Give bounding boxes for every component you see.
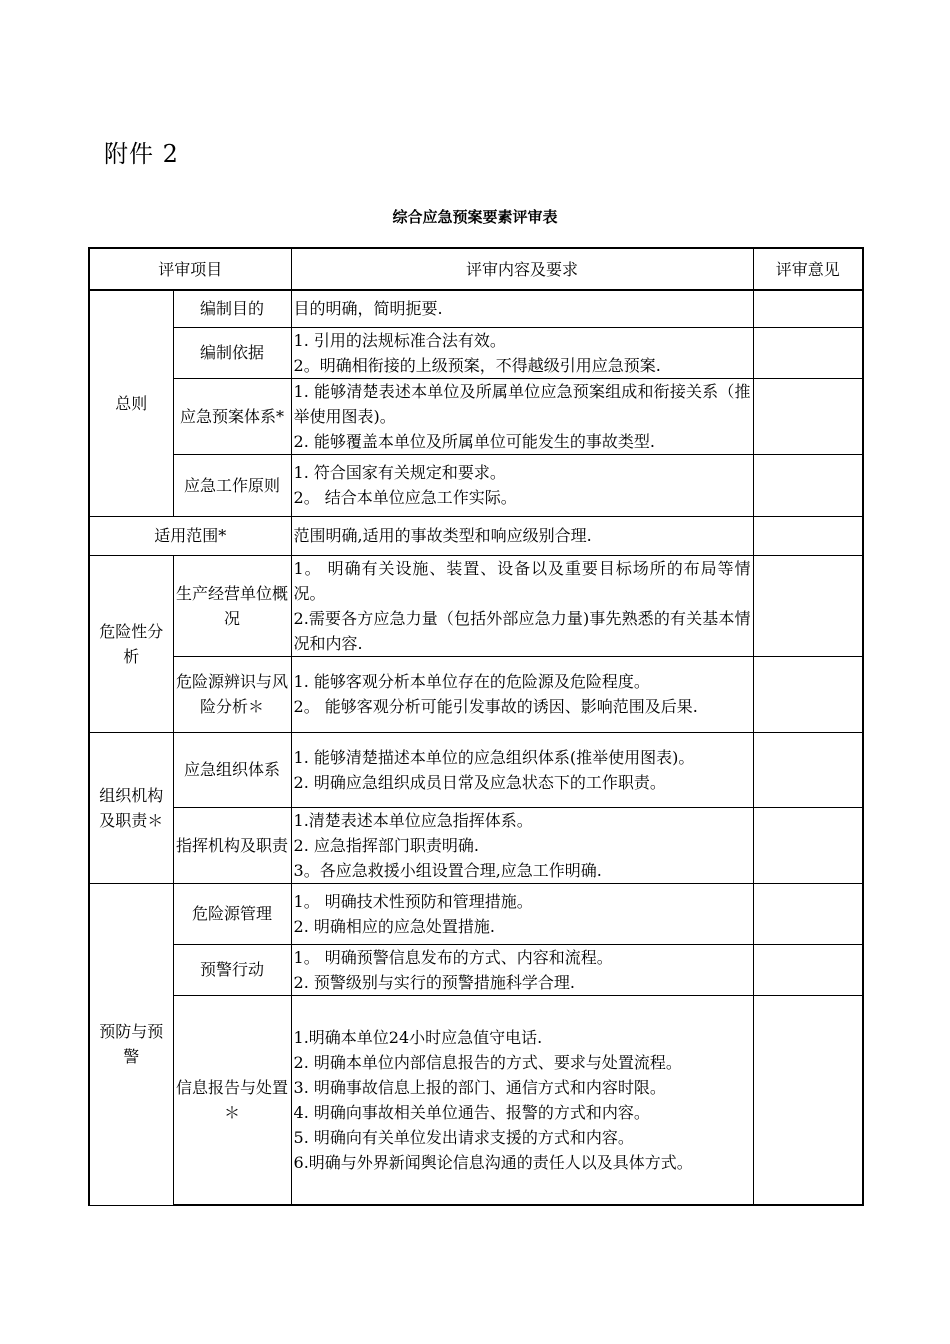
opinion-cell [753,516,863,555]
opinion-cell [753,327,863,378]
content-line: 2. 明确本单位内部信息报告的方式、要求与处置流程。 [293,1052,682,1072]
sub-item: 预警行动 [173,944,291,995]
sub-item: 应急预案体系* [173,378,291,454]
content-line: 1。 明确技术性预防和管理措施。 [293,891,533,911]
sub-item: 指挥机构及职责 [173,807,291,883]
opinion-cell [753,995,863,1205]
table-header-row [89,248,863,290]
content-line: 2。明确相衔接的上级预案，不得越级引用应急预案. [293,355,661,375]
content-cell [291,378,753,454]
content-line: 1。 明确有关设施、装置、设备以及重要目标场所的布局等情况。 [293,558,751,603]
opinion-cell [753,732,863,807]
header-opinion: 评审意见 [753,248,863,290]
opinion-cell [753,378,863,454]
content-cell [291,290,753,327]
content-line: 1. 引用的法规标准合法有效。 [293,330,506,350]
content-line: 范围明确,适用的事故类型和响应级别合理. [293,526,592,545]
group-organization: 组织机构及职责＊ [89,732,173,883]
opinion-cell [753,454,863,516]
attachment-label: 附件 2 [104,140,179,168]
content-cell [291,944,753,995]
item-scope: 适用范围* [89,516,291,555]
content-line: 2. 明确应急组织成员日常及应急状态下的工作职责。 [293,772,666,792]
content-line: 3。各应急救援小组设置合理,应急工作明确. [293,860,602,880]
sub-item: 编制目的 [173,290,291,327]
content-line: 1. 能够清楚表述本单位及所属单位应急预案组成和衔接关系（推举使用图表)。 [293,381,751,426]
content-line: 2.需要各方应急力量（包括外部应急力量)事先熟悉的有关基本情况和内容. [293,608,751,653]
table-row [89,883,863,944]
sub-item: 生产经营单位概况 [173,555,291,656]
content-line: 6.明确与外界新闻舆论信息沟通的责任人以及具体方式。 [293,1152,693,1172]
content-cell [291,327,753,378]
table-row [89,555,863,656]
opinion-cell [753,883,863,944]
content-line: 2. 应急指挥部门职责明确. [293,835,479,855]
table-row [89,454,863,516]
content-line: 1. 符合国家有关规定和要求。 [293,463,506,482]
content-line: 1. 能够清楚描述本单位的应急组织体系(推举使用图表)。 [293,747,695,767]
group-prevention: 预防与预警 [89,883,173,1205]
sub-item: 危险源辨识与风险分析＊ [173,656,291,732]
header-content: 评审内容及要求 [291,248,753,290]
content-line: 1。 明确预警信息发布的方式、内容和流程。 [293,947,613,967]
sub-item: 应急工作原则 [173,454,291,516]
content-cell [291,732,753,807]
table-row [89,656,863,732]
sub-item: 信息报告与处置＊ [173,995,291,1205]
group-general: 总则 [89,290,173,516]
header-item: 评审项目 [89,248,291,290]
table-row [89,327,863,378]
content-line: 1.清楚表述本单位应急指挥体系。 [293,810,533,830]
content-cell [291,454,753,516]
content-cell [291,656,753,732]
content-cell [291,883,753,944]
content-line: 1. 能够客观分析本单位存在的危险源及危险程度。 [293,672,650,691]
opinion-cell [753,290,863,327]
table-row [89,378,863,454]
table-row [89,290,863,327]
content-line: 2. 预警级别与实行的预警措施科学合理. [293,972,575,992]
content-line: 4. 明确向事故相关单位通告、报警的方式和内容。 [293,1102,650,1122]
content-cell [291,555,753,656]
table-row [89,516,863,555]
review-table [88,247,864,1206]
group-risk-analysis: 危险性分析 [89,555,173,732]
sub-item: 应急组织体系 [173,732,291,807]
opinion-cell [753,555,863,656]
opinion-cell [753,656,863,732]
sub-item: 危险源管理 [173,883,291,944]
table-row [89,944,863,995]
content-cell [291,516,753,555]
content-line: 5. 明确向有关单位发出请求支援的方式和内容。 [293,1127,634,1147]
content-line: 1.明确本单位24小时应急值守电话. [293,1027,543,1047]
table-row [89,995,863,1205]
content-line: 目的明确，简明扼要. [293,299,443,319]
table-row [89,807,863,883]
document-title: 综合应急预案要素评审表 [392,208,558,226]
content-line: 2. 能够覆盖本单位及所属单位可能发生的事故类型. [293,431,655,451]
table-row [89,732,863,807]
opinion-cell [753,807,863,883]
content-cell [291,807,753,883]
opinion-cell [753,944,863,995]
content-cell [291,995,753,1205]
content-line: 2。 结合本单位应急工作实际。 [293,488,517,507]
content-line: 2. 明确相应的应急处置措施. [293,916,495,936]
content-line: 3. 明确事故信息上报的部门、通信方式和内容时限。 [293,1077,666,1097]
content-line: 2。 能够客观分析可能引发事故的诱因、影响范围及后果. [293,697,698,716]
sub-item: 编制依据 [173,327,291,378]
